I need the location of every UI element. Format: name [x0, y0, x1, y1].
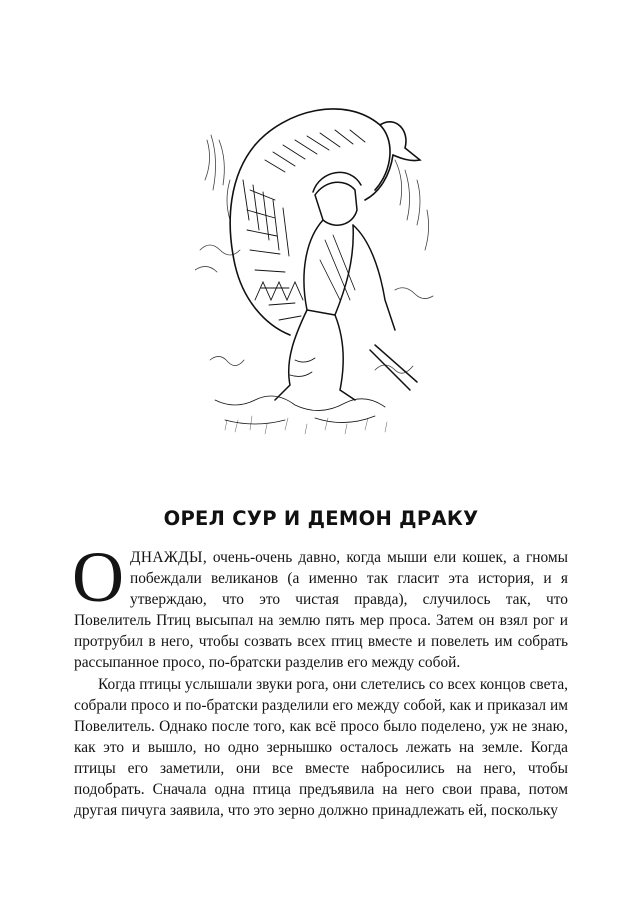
lead-word: ДНАЖДЫ [130, 549, 203, 566]
paragraph-1 [72, 537, 568, 674]
paragraph-2: Когда птицы услышали звуки рога, они слетелись со всех концов света, собрали просо и по-братски разделили его между собой, как и приказал им Повелитель. Однако после того, как всё просо было поделено, уж не знаю, как это и вышло, но одно зернышко осталось лежать на земле. Когда птицы его заметили, они все вместе набросились на него, чтобы подобрать. Сначала одна птица предъявила на него свои права, потом другая пичуга заявила, что это зерно должно принадлежать ей, поскольку [74, 675, 568, 820]
eagle-and-man-illustration [195, 100, 440, 452]
chapter-title: ОРЕЛ СУР И ДЕМОН ДРАКУ [163, 507, 479, 530]
story-text [72, 537, 568, 821]
paragraph-1-text: , очень-очень давно, когда мыши ели кошек, а гномы побеждали великанов (а именно так гласит эта история, и я утверждаю, что это чистая правда), случилось так, что Повелитель Птиц высыпал на землю пять мер проса. Затем он взял рог и протрубил в него, чтобы созвать всех птиц вместе и повелеть им собрать рассыпанное просо, по-братски разделив его между собой. [74, 549, 568, 672]
drop-cap: О [72, 537, 124, 617]
